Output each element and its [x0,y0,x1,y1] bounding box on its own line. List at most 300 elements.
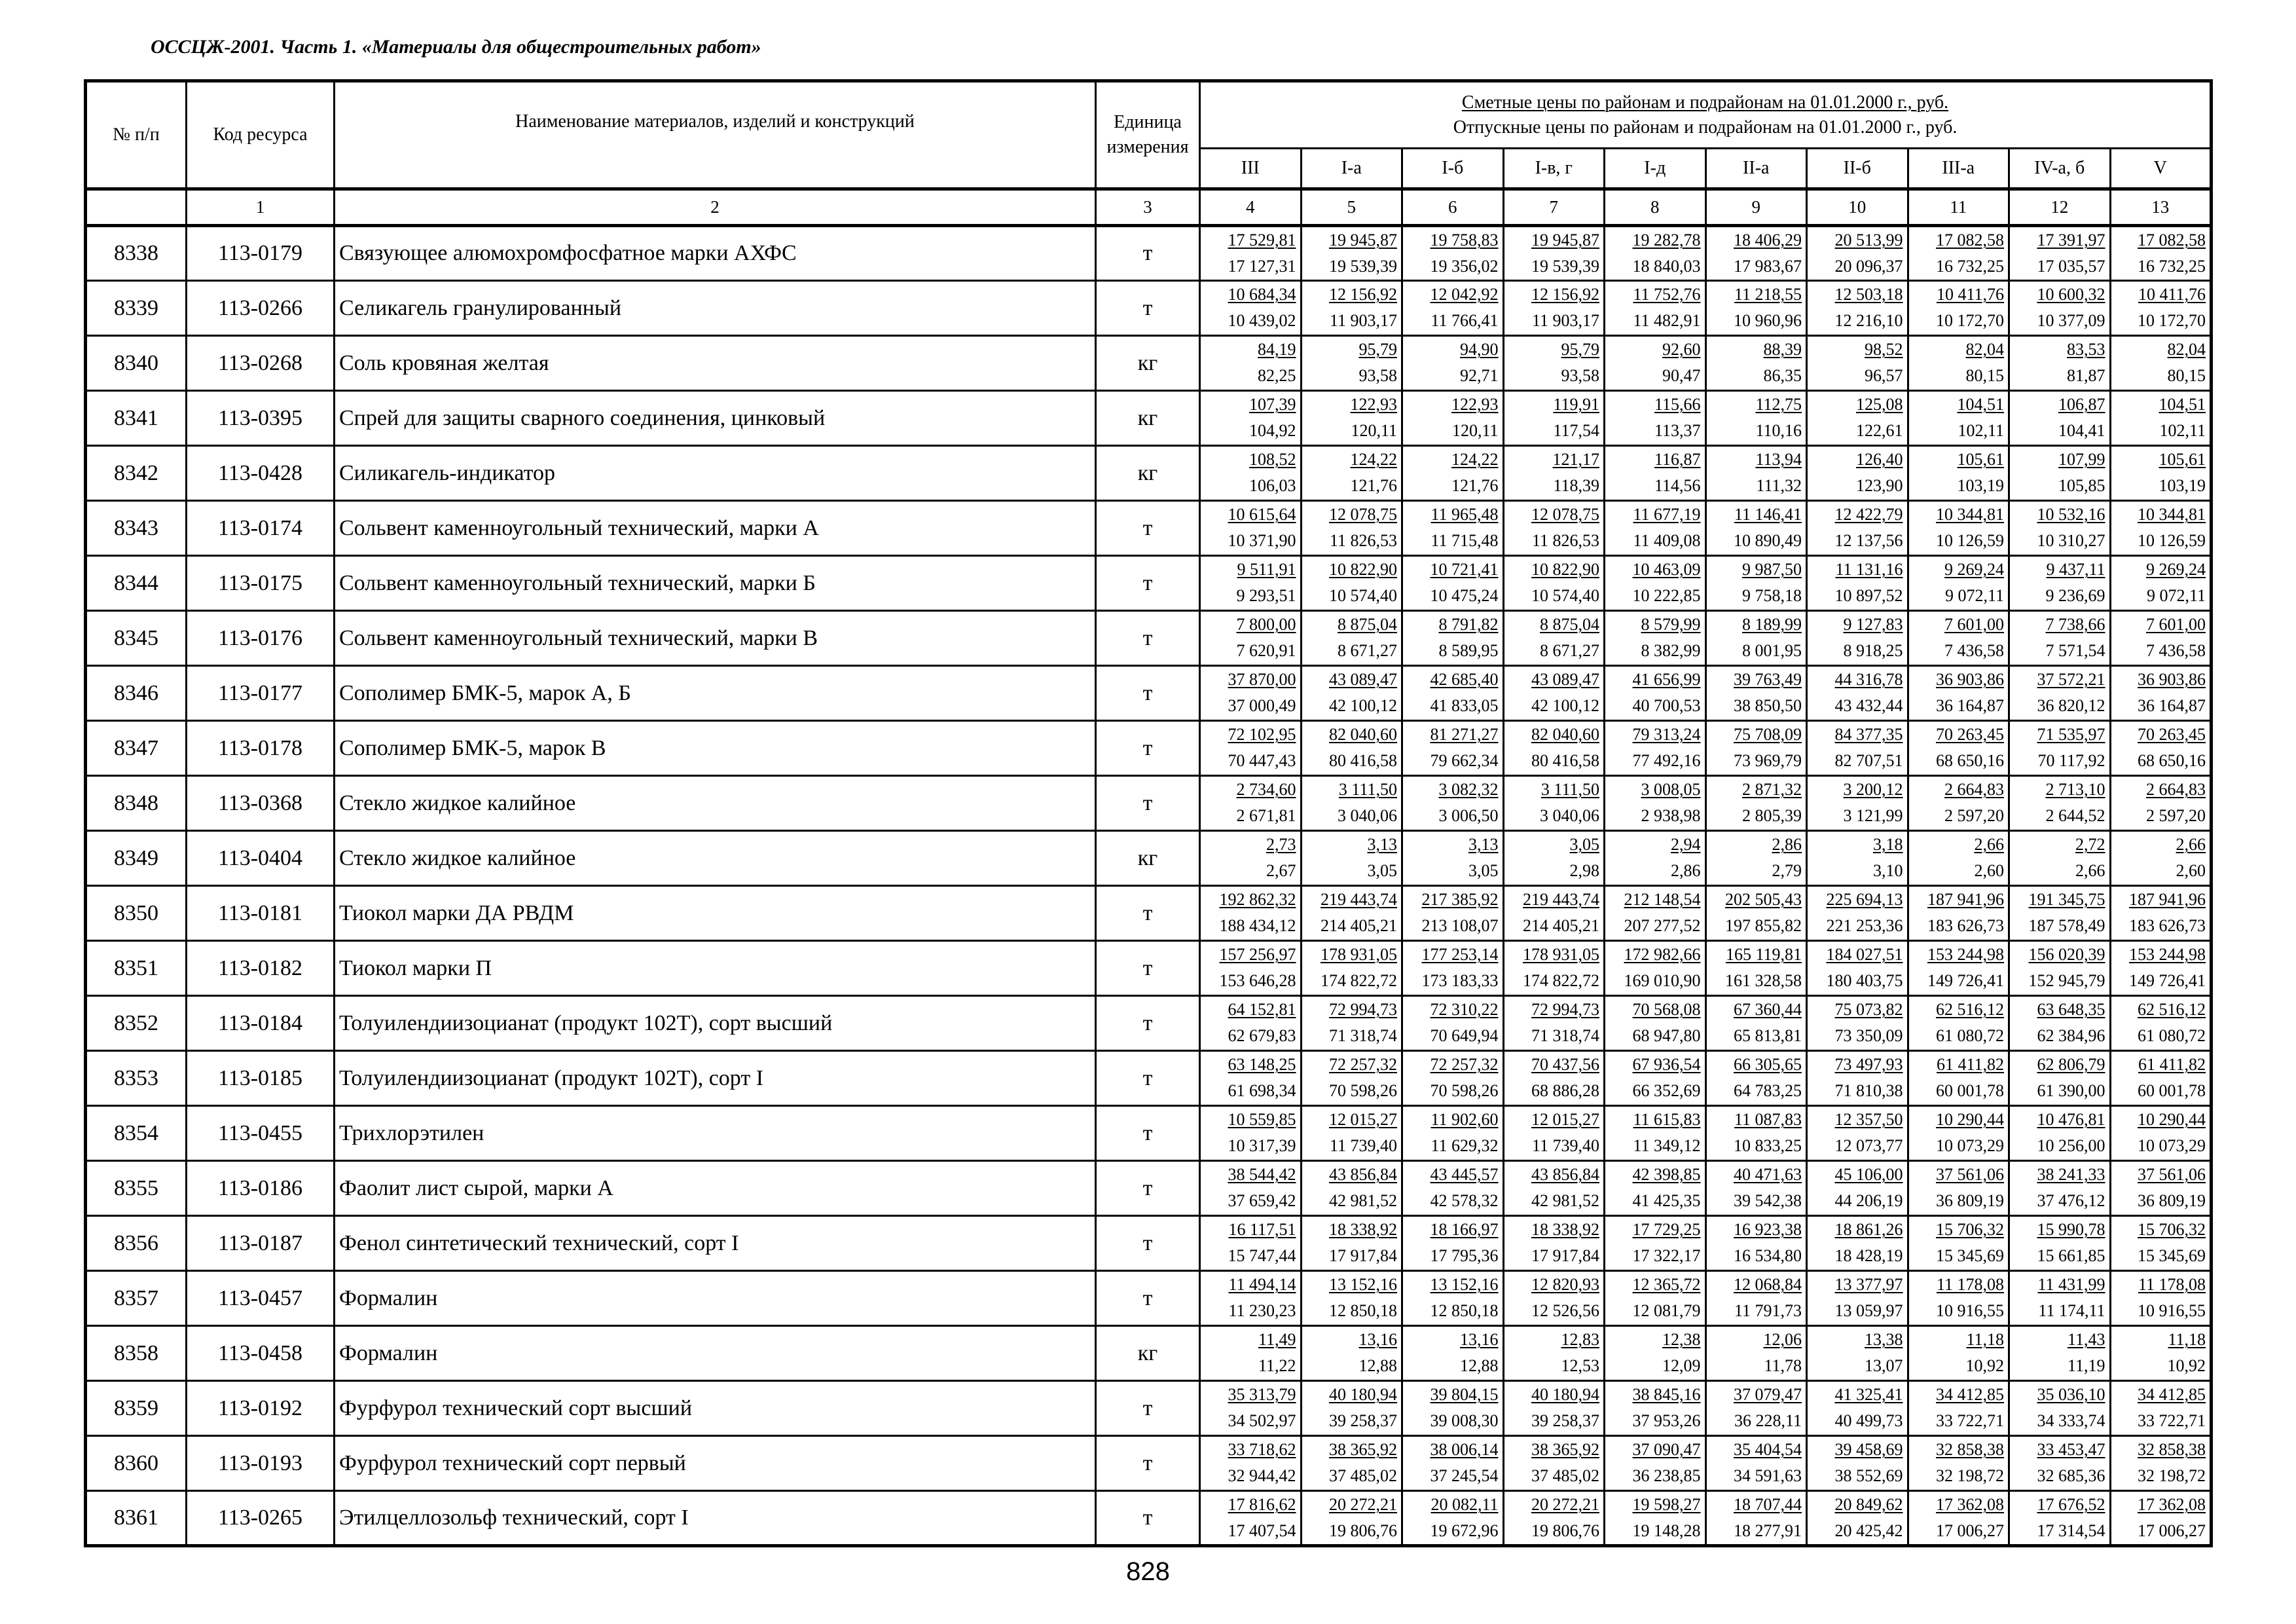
release-price: 120,11 [1351,421,1397,440]
release-price: 36 820,12 [2037,696,2105,715]
price-cell [2009,226,2111,281]
release-price: 12,88 [1358,1356,1397,1375]
price-cell [1807,941,1908,996]
release-price: 8 589,95 [1438,641,1499,660]
estimate-price: 79 313,24 [1632,725,1701,744]
resource-code: 113-0368 [187,776,335,831]
column-number: 5 [1301,189,1402,226]
estimate-price: 108,52 [1249,450,1296,469]
estimate-price: 15 706,32 [1936,1220,2004,1239]
release-price: 12 081,79 [1632,1301,1701,1320]
row-number: 8346 [86,666,187,721]
estimate-price: 212 148,54 [1624,890,1701,909]
estimate-price: 184 027,51 [1826,945,1903,964]
release-price: 82,25 [1258,366,1296,385]
release-price: 32 198,72 [1936,1466,2004,1485]
resource-code: 113-0458 [187,1326,335,1381]
release-price: 39 258,37 [1531,1411,1599,1430]
price-cell [1705,611,1807,666]
price-cell [1807,501,1908,556]
release-price: 10 317,39 [1228,1136,1296,1155]
release-price: 36 809,19 [2138,1191,2206,1210]
release-price: 214 405,21 [1321,916,1397,935]
price-cell [1200,1381,1302,1436]
unit-of-measure: т [1096,1051,1200,1106]
table-row [86,1491,2212,1546]
release-price: 68 947,80 [1632,1026,1701,1045]
unit-of-measure: кг [1096,1326,1200,1381]
price-cell [1402,281,1504,336]
estimate-price: 67 360,44 [1734,1000,1802,1019]
price-cell [1503,611,1605,666]
estimate-price: 7 800,00 [1236,615,1296,634]
price-cell [1200,1326,1302,1381]
table-row [86,1381,2212,1436]
estimate-price: 70 568,08 [1632,1000,1701,1019]
column-number: 2 [335,189,1096,226]
price-cell [1908,1491,2009,1546]
price-cell [1402,226,1504,281]
release-price: 105,85 [2058,476,2105,495]
release-price: 93,58 [1561,366,1599,385]
release-price: 149 726,41 [2129,971,2206,990]
price-cell [2009,666,2111,721]
price-cell [1301,556,1402,611]
release-price: 33 722,71 [1936,1411,2004,1430]
price-cell [1605,666,1706,721]
estimate-price: 37 561,06 [2138,1165,2206,1184]
estimate-price: 3 008,05 [1641,780,1701,799]
estimate-price: 37 079,47 [1734,1385,1802,1404]
estimate-price: 16 117,51 [1228,1220,1296,1239]
table-row [86,226,2212,281]
estimate-price: 13,16 [1358,1330,1397,1349]
estimate-price: 62 516,12 [1936,1000,2004,1019]
row-number: 8348 [86,776,187,831]
price-cell [1705,776,1807,831]
estimate-price: 8 579,99 [1641,615,1701,634]
release-price: 80,15 [1965,366,2004,385]
estimate-price: 11 494,14 [1228,1275,1296,1294]
material-name: Фурфурол технический сорт первый [335,1436,1096,1491]
price-cell [1705,886,1807,941]
estimate-price: 122,93 [1451,395,1499,414]
release-price: 36 164,87 [2138,696,2206,715]
table-row [86,831,2212,886]
table-row [86,281,2212,336]
row-number: 8340 [86,336,187,391]
estimate-price: 82,04 [1965,340,2004,359]
estimate-price: 13 152,16 [1430,1275,1499,1294]
price-cell [1705,996,1807,1051]
estimate-price: 107,99 [2058,450,2105,469]
price-cell [2009,391,2111,446]
column-number: 11 [1908,189,2009,226]
table-row [86,611,2212,666]
release-price: 36 238,85 [1632,1466,1701,1485]
price-cell [2009,941,2111,996]
estimate-price: 72 257,32 [1430,1055,1499,1074]
estimate-price: 20 849,62 [1834,1495,1903,1514]
estimate-price: 11,18 [2168,1330,2206,1349]
estimate-price: 94,90 [1460,340,1499,359]
price-cell [1301,1491,1402,1546]
estimate-price: 41 325,41 [1834,1385,1903,1404]
price-cell [1503,1106,1605,1161]
price-cell [2110,1161,2212,1216]
release-price: 13 059,97 [1834,1301,1903,1320]
table-row [86,1326,2212,1381]
release-price: 3 040,06 [1540,806,1599,825]
release-price: 11 482,91 [1633,311,1701,330]
release-price: 10 897,52 [1834,586,1903,605]
estimate-price: 11 178,08 [1936,1275,2004,1294]
estimate-price: 40 180,94 [1531,1385,1599,1404]
release-price: 17 917,84 [1329,1246,1397,1265]
estimate-price: 10 463,09 [1632,560,1701,579]
release-price: 2 805,39 [1742,806,1802,825]
estimate-price: 70 437,56 [1531,1055,1599,1074]
estimate-price: 202 505,43 [1725,890,1802,909]
estimate-price: 39 458,69 [1834,1440,1903,1459]
price-cell [1402,1161,1504,1216]
price-cell [1301,1326,1402,1381]
release-price: 65 813,81 [1734,1026,1802,1045]
resource-code: 113-0175 [187,556,335,611]
release-price: 16 732,25 [1936,257,2004,276]
estimate-price: 9 437,11 [2046,560,2105,579]
release-price: 15 345,69 [2138,1246,2206,1265]
release-price: 11 826,53 [1531,531,1599,550]
release-price: 32 944,42 [1228,1466,1296,1485]
estimate-price: 3 111,50 [1540,780,1599,799]
release-price: 197 855,82 [1725,916,1802,935]
price-cell [1705,556,1807,611]
price-cell [1503,226,1605,281]
release-price: 3,05 [1468,861,1499,880]
estimate-price: 2,73 [1266,835,1296,854]
price-cell [1200,1216,1302,1271]
price-cell [1402,776,1504,831]
release-price: 188 434,12 [1219,916,1296,935]
resource-code: 113-0192 [187,1381,335,1436]
unit-of-measure: т [1096,501,1200,556]
estimate-price: 12,83 [1561,1330,1599,1349]
release-price: 36 164,87 [1936,696,2004,715]
estimate-price: 17 082,58 [2138,231,2206,249]
estimate-price: 38 544,42 [1228,1165,1296,1184]
column-number-blank [86,189,187,226]
price-cell [1807,226,1908,281]
estimate-price: 19 945,87 [1329,231,1397,249]
resource-code: 113-0395 [187,391,335,446]
estimate-price: 18 406,29 [1734,231,1802,249]
estimate-price: 43 856,84 [1531,1165,1599,1184]
estimate-price: 12 078,75 [1329,505,1397,524]
release-price: 12,53 [1561,1356,1599,1375]
release-price: 10 574,40 [1531,586,1599,605]
release-price: 77 492,16 [1632,751,1701,770]
estimate-price: 72 257,32 [1329,1055,1397,1074]
price-cell [1503,1436,1605,1491]
estimate-price: 8 189,99 [1742,615,1802,634]
price-cell [2009,281,2111,336]
row-number: 8338 [86,226,187,281]
estimate-price: 35 404,54 [1734,1440,1802,1459]
estimate-price: 8 875,04 [1540,615,1599,634]
header-row [86,81,2212,149]
estimate-price: 45 106,00 [1834,1165,1903,1184]
release-price: 2,66 [2075,861,2105,880]
release-price: 71 318,74 [1531,1026,1599,1045]
price-cell [1705,1051,1807,1106]
release-price: 80 416,58 [1329,751,1397,770]
column-number: 4 [1200,189,1302,226]
price-cell [2009,501,2111,556]
header-unit: Единица измерения [1096,81,1200,189]
release-price: 118,39 [1553,476,1599,495]
price-cell [1301,886,1402,941]
estimate-price: 124,22 [1350,450,1397,469]
material-name: Толуилендиизоцианат (продукт 102Т), сорт I [335,1051,1096,1106]
price-cell [1705,226,1807,281]
unit-of-measure: кг [1096,446,1200,501]
estimate-price: 11,43 [2067,1330,2105,1349]
price-cell [1301,1161,1402,1216]
estimate-price: 33 453,47 [2037,1440,2105,1459]
header-region: IV-а, б [2009,149,2111,189]
estimate-price: 2 664,83 [2146,780,2206,799]
price-cell [1503,996,1605,1051]
unit-of-measure: т [1096,776,1200,831]
estimate-price: 11 131,16 [1835,560,1903,579]
price-cell [1301,1381,1402,1436]
release-price: 11 766,41 [1430,311,1499,330]
release-price: 161 328,58 [1725,971,1802,990]
release-price: 96,57 [1865,366,1903,385]
estimate-price: 32 858,38 [2138,1440,2206,1459]
release-price: 2,86 [1671,861,1701,880]
price-cell [1503,721,1605,776]
estimate-price: 7 738,66 [2045,615,2105,634]
release-price: 61 080,72 [1936,1026,2004,1045]
price-cell [2009,996,2111,1051]
release-price: 2 597,20 [1944,806,2004,825]
price-cell [2110,446,2212,501]
release-price: 2,60 [1974,861,2004,880]
price-cell [1908,1381,2009,1436]
material-name: Тиокол марки ДА РВДМ [335,886,1096,941]
table-row [86,666,2212,721]
column-number: 8 [1605,189,1706,226]
material-name: Силикагель-индикатор [335,446,1096,501]
estimate-price: 11 902,60 [1430,1110,1499,1129]
price-cell [1200,776,1302,831]
price-cell [1503,1051,1605,1106]
price-cell [1605,446,1706,501]
material-name: Сольвент каменноугольный технический, марки Б [335,556,1096,611]
column-numbers-row [86,189,2212,226]
release-price: 11 739,40 [1531,1136,1599,1155]
price-cell [1503,391,1605,446]
price-cell [1605,941,1706,996]
estimate-price: 11 178,08 [2138,1275,2206,1294]
table-row [86,721,2212,776]
release-price: 17 322,17 [1632,1246,1701,1265]
table-row [86,996,2212,1051]
price-cell [1200,391,1302,446]
resource-code: 113-0268 [187,336,335,391]
price-cell [1605,226,1706,281]
price-cell [1503,1491,1605,1546]
estimate-price: 38 845,16 [1632,1385,1701,1404]
estimate-price: 178 931,05 [1321,945,1397,964]
release-price: 111,32 [1756,476,1802,495]
price-cell [1301,831,1402,886]
price-cell [1402,1106,1504,1161]
unit-of-measure: т [1096,666,1200,721]
estimate-price: 192 862,32 [1219,890,1296,909]
price-cell [1200,1491,1302,1546]
price-cell [1301,611,1402,666]
estimate-price: 32 858,38 [1936,1440,2004,1459]
price-cell [1807,1326,1908,1381]
price-cell [1807,831,1908,886]
price-cell [1605,776,1706,831]
release-price: 10 172,70 [2138,311,2206,330]
release-price: 79 662,34 [1430,751,1499,770]
release-price: 8 671,27 [1540,641,1599,660]
row-number: 8341 [86,391,187,446]
table-row [86,1161,2212,1216]
release-price: 62 679,83 [1228,1026,1296,1045]
release-price: 62 384,96 [2037,1026,2105,1045]
column-number: 1 [187,189,335,226]
estimate-price: 40 471,63 [1734,1165,1802,1184]
header-region: II-а [1705,149,1807,189]
release-price: 174 822,72 [1523,971,1599,990]
estimate-price: 104,51 [1957,395,2004,414]
estimate-price: 12,06 [1763,1330,1802,1349]
estimate-price: 43 856,84 [1329,1165,1397,1184]
price-cell [1301,1051,1402,1106]
release-price: 2 671,81 [1236,806,1296,825]
release-price: 2 938,98 [1641,806,1701,825]
release-price: 61 080,72 [2138,1026,2206,1045]
estimate-price: 62 516,12 [2138,1000,2206,1019]
estimate-price: 12 015,27 [1531,1110,1599,1129]
estimate-price: 113,94 [1755,450,1802,469]
release-price: 34 591,63 [1734,1466,1802,1485]
estimate-price: 10 344,81 [2138,505,2206,524]
price-cell [1605,1271,1706,1326]
material-name: Фенол синтетический технический, сорт I [335,1216,1096,1271]
estimate-price: 112,75 [1755,395,1802,414]
price-cell [1402,831,1504,886]
price-cell [1807,611,1908,666]
release-price: 37 485,02 [1531,1466,1599,1485]
unit-of-measure: кг [1096,336,1200,391]
release-price: 174 822,72 [1321,971,1397,990]
release-price: 82 707,51 [1834,751,1903,770]
price-cell [1301,1436,1402,1491]
row-number: 8353 [86,1051,187,1106]
price-cell [1908,1326,2009,1381]
estimate-price: 17 676,52 [2037,1495,2105,1514]
price-cell [1605,886,1706,941]
release-price: 9 072,11 [2147,586,2206,605]
release-price: 11,22 [1258,1356,1296,1375]
estimate-price: 12 042,92 [1430,285,1499,304]
estimate-price: 13 377,97 [1834,1275,1903,1294]
estimate-price: 11 146,41 [1734,505,1802,524]
estimate-price: 75 708,09 [1734,725,1802,744]
estimate-price: 11 615,83 [1633,1110,1701,1129]
table-row [86,391,2212,446]
price-cell [1200,556,1302,611]
price-cell [1908,1161,2009,1216]
estimate-price: 105,61 [2159,450,2206,469]
material-name: Сольвент каменноугольный технический, марки В [335,611,1096,666]
release-price: 38 850,50 [1734,696,1802,715]
resource-code: 113-0177 [187,666,335,721]
resource-code: 113-0404 [187,831,335,886]
estimate-price: 17 362,08 [1936,1495,2004,1514]
resource-code: 113-0174 [187,501,335,556]
estimate-price: 19 282,78 [1632,231,1701,249]
estimate-price: 38 365,92 [1531,1440,1599,1459]
price-cell [1200,1436,1302,1491]
material-name: Формалин [335,1271,1096,1326]
release-price: 214 405,21 [1523,916,1599,935]
price-cell [1908,831,2009,886]
price-cell [1908,1436,2009,1491]
estimate-price: 38 241,33 [2037,1165,2105,1184]
release-price: 10 377,09 [2037,311,2105,330]
estimate-price: 64 152,81 [1228,1000,1296,1019]
estimate-price: 2 713,10 [2045,780,2105,799]
price-cell [1200,886,1302,941]
release-price: 70 598,26 [1430,1081,1499,1100]
release-price: 9 758,18 [1742,586,1802,605]
estimate-price: 3,13 [1367,835,1397,854]
release-price: 16 732,25 [2138,257,2206,276]
estimate-price: 42 685,40 [1430,670,1499,689]
release-price: 3 040,06 [1338,806,1397,825]
price-cell [1807,1436,1908,1491]
estimate-price: 18 861,26 [1834,1220,1903,1239]
release-price: 70 447,43 [1228,751,1296,770]
release-price: 103,19 [2159,476,2206,495]
estimate-price: 84 377,35 [1834,725,1903,744]
release-price: 42 100,12 [1531,696,1599,715]
estimate-price: 15 990,78 [2037,1220,2105,1239]
estimate-price: 2,66 [1974,835,2004,854]
unit-of-measure: т [1096,721,1200,776]
price-cell [1301,501,1402,556]
resource-code: 113-0178 [187,721,335,776]
estimate-price: 18 338,92 [1531,1220,1599,1239]
estimate-price: 17 816,62 [1228,1495,1296,1514]
price-cell [2110,721,2212,776]
release-price: 17 795,36 [1430,1246,1499,1265]
release-price: 152 945,79 [2028,971,2105,990]
table-row [86,446,2212,501]
price-cell [1908,281,2009,336]
estimate-price: 63 148,25 [1228,1055,1296,1074]
release-price: 70 598,26 [1329,1081,1397,1100]
material-name: Сольвент каменноугольный технический, марки А [335,501,1096,556]
